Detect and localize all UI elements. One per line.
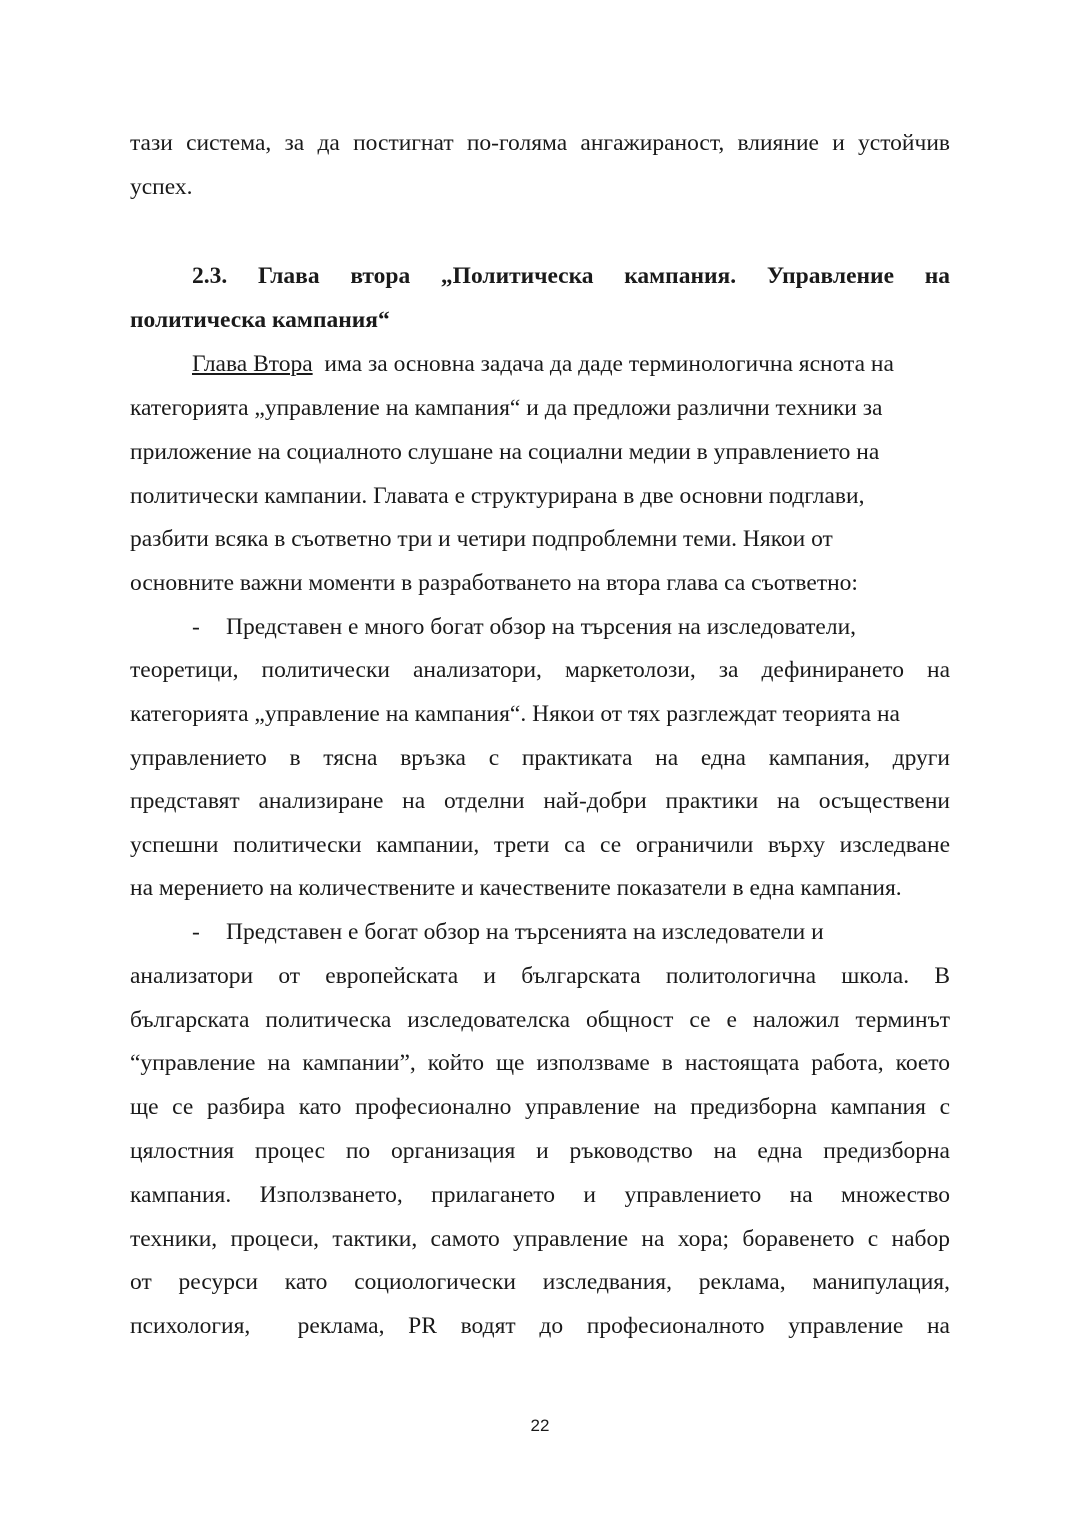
bullet1-line-5: представят анализиране на отделни най-добри практики на осъществени (130, 788, 950, 814)
bullet1-line-3: категорията „управление на кампания“. Някои от тях разглеждат теорията на (130, 701, 900, 727)
intro-line-2: успех. (130, 174, 193, 200)
bullet1-line-2: теоретици, политически анализатори, маркетолози, за дефинирането на (130, 657, 950, 683)
bullet2-line-9: от ресурси като социологически изследвания, реклама, манипулация, (130, 1269, 950, 1295)
para1-line-2: категорията „управление на кампания“ и да предложи различни техники за (130, 395, 883, 421)
para1-line-4: политически кампании. Главата е структурирана в две основни подглави, (130, 483, 865, 509)
para1-line-1 (192, 349, 950, 379)
bullet1-line-6: успешни политически кампании, трети са се ограничили върху изследване (130, 832, 950, 858)
bullet1-first-text: Представен е много богат обзор на търсения на изследователи, (226, 614, 857, 640)
bullet2-line-5: ще се разбира като професионално управление на предизборна кампания с (130, 1094, 950, 1120)
bullet2-line-10: психология, реклама, PR водят до професионалното управление на (130, 1313, 950, 1339)
bullet2-first-line (192, 917, 950, 947)
para1-line-1-rest: има за основна задача да даде терминологична яснота на (312, 351, 894, 377)
bullet1-first-line (192, 612, 950, 642)
bullet2-line-4: “управление на кампании”, който ще използваме в настоящата работа, което (130, 1050, 950, 1076)
bullet2-line-3: българската политическа изследователска общност се е наложил терминът (130, 1007, 950, 1033)
bullet2-line-7: кампания. Използването, прилагането и управлението на множество (130, 1182, 950, 1208)
para1-line-5: разбити всяка в съответно три и четири подпроблемни теми. Някои от (130, 526, 833, 552)
page-number: 22 (530, 1416, 550, 1435)
chapter-two-underlined: Глава Втора (192, 351, 313, 377)
para1-line-6: основните важни моменти в разработването на втора глава са съответно: (130, 570, 858, 596)
bullet2-line-2: анализатори от европейската и българската политологична школа. В (130, 963, 950, 989)
para1-line-3: приложение на социалното слушане на социални медии в управлението на (130, 439, 880, 465)
bullet1-line-7: на мерението на количествените и качествените показатели в една кампания. (130, 875, 902, 901)
bullet2-dash: - (192, 919, 200, 945)
intro-line-1: тази система, за да постигнат по-голяма ангажираност, влияние и устойчив (130, 130, 950, 156)
bullet2-line-6: цялостния процес по организация и ръководство на една предизборна (130, 1138, 950, 1164)
bullet2-line-8: техники, процеси, тактики, самото управление на хора; боравенето с набор (130, 1226, 950, 1252)
bullet1-line-4: управлението в тясна връзка с практиката на една кампания, други (130, 745, 950, 771)
bullet2-first-text: Представен е богат обзор на търсенията на изследователи и (226, 919, 824, 945)
section-heading-line-1: 2.3. Глава втора „Политическа кампания. Управление на (192, 263, 950, 289)
bullet1-dash: - (192, 614, 200, 640)
section-heading-line-2: политическа кампания“ (130, 307, 390, 333)
